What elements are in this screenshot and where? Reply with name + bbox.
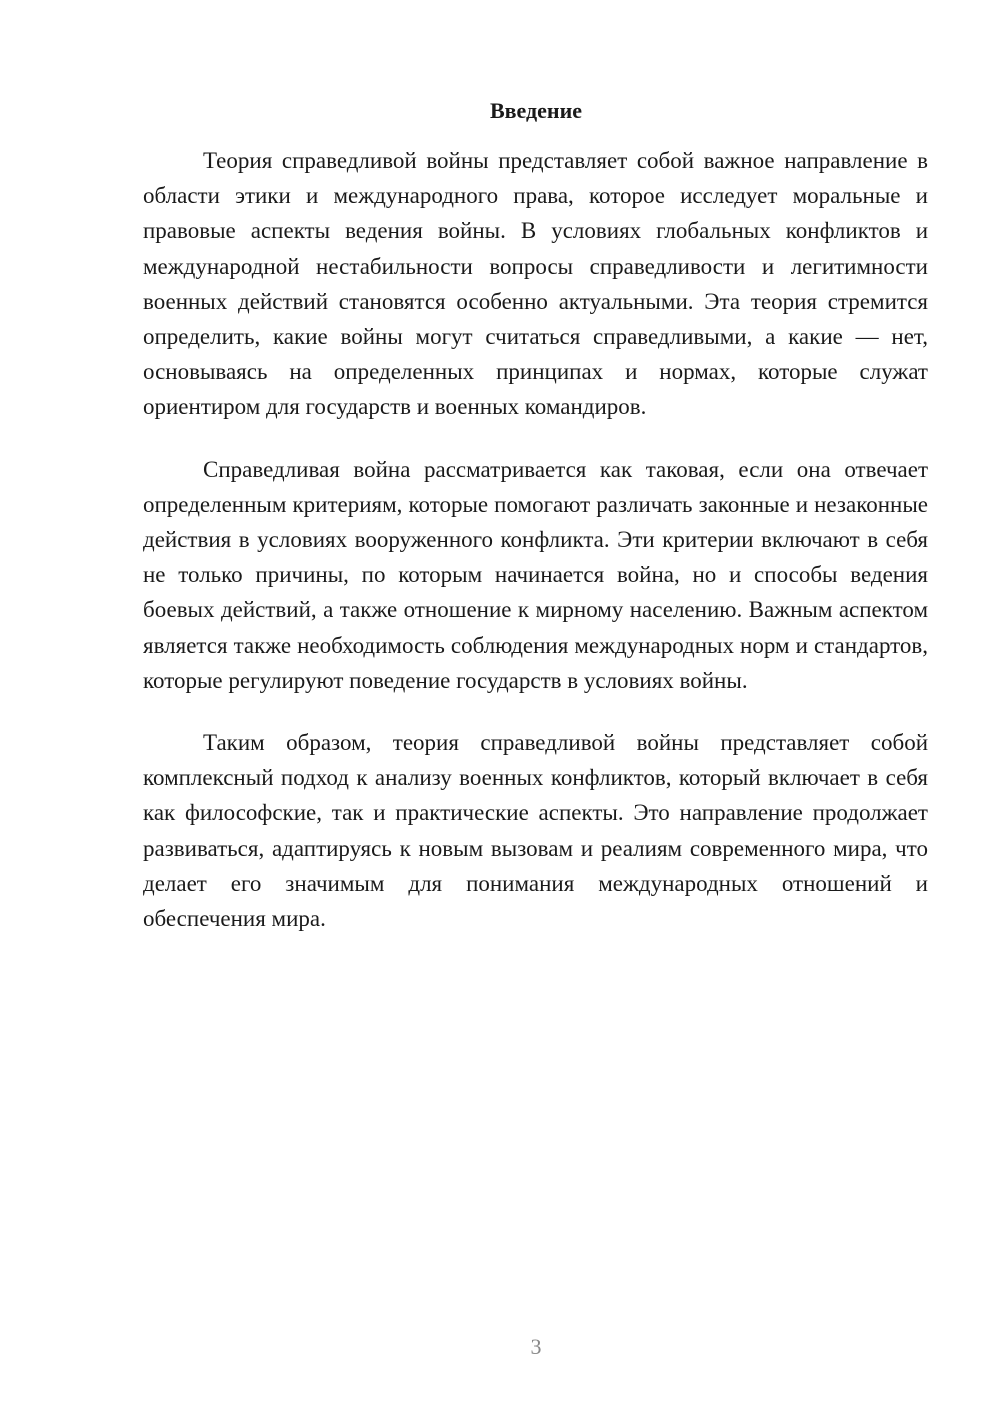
page-number: 3 [530,1334,542,1359]
document-body [143,143,928,963]
paragraph-1: Теория справедливой войны представляет собой важное направление в области этики и международного права, которое исследует моральные и правовые аспекты ведения войны. В условиях глобальных конфликтов и международной нестабильности вопросы справедливости и легитимности военных действий становятся особенно актуальными. Эта теория стремится определить, какие войны могут считаться справедливыми, а какие — нет, основываясь на определенных принципах и нормах, которые служат ориентиром для государств и военных командиров. [143,148,928,420]
section-title: Введение [489,98,583,123]
paragraph-3: Таким образом, теория справедливой войны представляет собой комплексный подход к анализу военных конфликтов, который включает в себя как философские, так и практические аспекты. Это направление продолжает развиваться, адаптируясь к новым вызовам и реалиям современного мира, что делает его значимым для понимания международных отношений и обеспечения мира. [143,730,928,932]
paragraph-2: Справедливая война рассматривается как таковая, если она отвечает определенным критериям, которые помогают различать законные и незаконные действия в условиях вооруженного конфликта. Эти критерии включают в себя не только причины, по которым начинается война, но и способы ведения боевых действий, а также отношение к мирному населению. Важным аспектом является также необходимость соблюдения международных норм и стандартов, которые регулируют поведение государств в условиях войны. [143,456,928,693]
